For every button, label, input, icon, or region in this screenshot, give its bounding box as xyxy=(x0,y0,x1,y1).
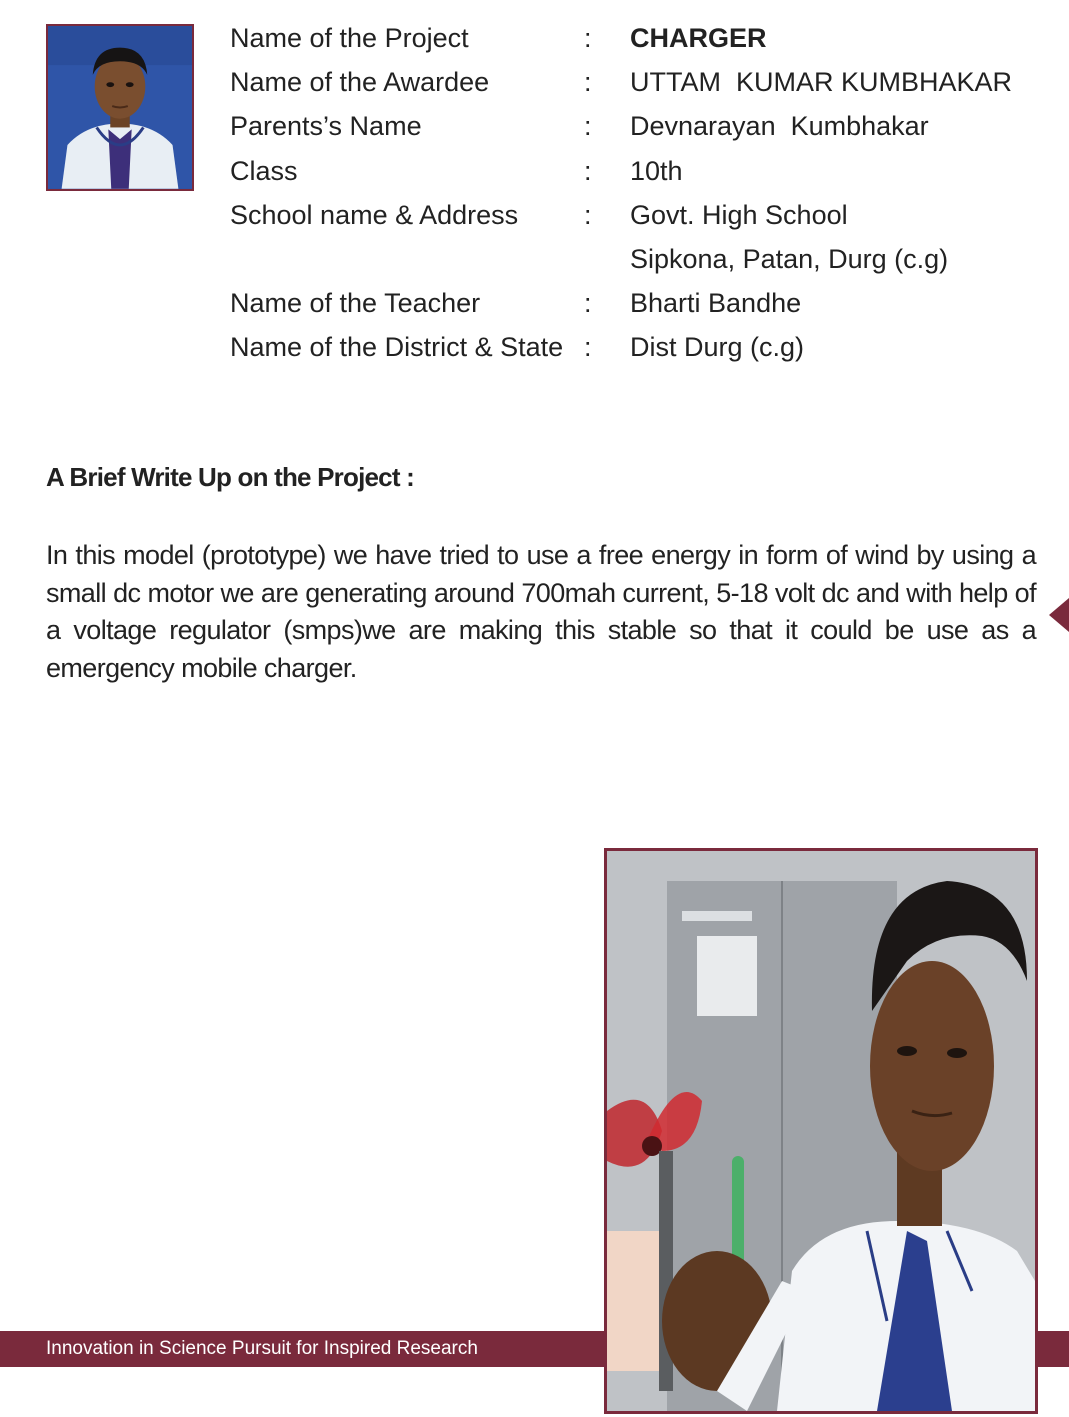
field-separator: : xyxy=(584,23,592,53)
project-photo xyxy=(604,848,1038,1414)
field-label: School name & Address xyxy=(230,199,519,230)
writeup-heading: A Brief Write Up on the Project : xyxy=(46,462,414,492)
field-label: Name of the District & State xyxy=(230,332,564,363)
awardee-portrait xyxy=(46,24,194,191)
field-value: Dist Durg (c.g) xyxy=(630,332,805,363)
field-separator: : xyxy=(584,155,592,186)
field-label: Name of the Awardee xyxy=(230,67,490,98)
footer-text: Innovation in Science Pursuit for Inspired Research xyxy=(46,1338,478,1359)
field-value: CHARGER xyxy=(630,23,767,53)
writeup-body: In this model (prototype) we have tried to use a free energy in form of wind by using a small dc motor we are generating around 700mah current, 5-18 volt dc and with help of a voltage regulator (smps)we are making this stable so that it could be use as a emergency mobile charger. xyxy=(46,540,1036,683)
field-separator: : xyxy=(584,199,592,230)
field-value: Govt. High School xyxy=(630,199,848,230)
field-label: Name of the Project xyxy=(230,23,469,53)
field-value: UTTAM KUMAR KUMBHAKAR xyxy=(630,67,1013,98)
awardee-portrait-image xyxy=(48,26,192,189)
field-value: Sipkona, Patan, Durg (c.g) xyxy=(630,243,949,274)
project-photo-image xyxy=(607,851,1035,1411)
field-separator: : xyxy=(584,67,592,98)
field-value: Bharti Bandhe xyxy=(630,288,802,319)
field-label: Class xyxy=(230,155,298,186)
field-value: 10th xyxy=(630,155,683,186)
field-separator: : xyxy=(584,288,592,319)
field-separator: : xyxy=(584,332,592,363)
page-marker-triangle xyxy=(1049,598,1069,632)
field-value: Devnarayan Kumbhakar xyxy=(630,111,929,142)
field-label: Parents’s Name xyxy=(230,111,422,142)
field-separator: : xyxy=(584,111,592,142)
field-label: Name of the Teacher xyxy=(230,288,481,319)
